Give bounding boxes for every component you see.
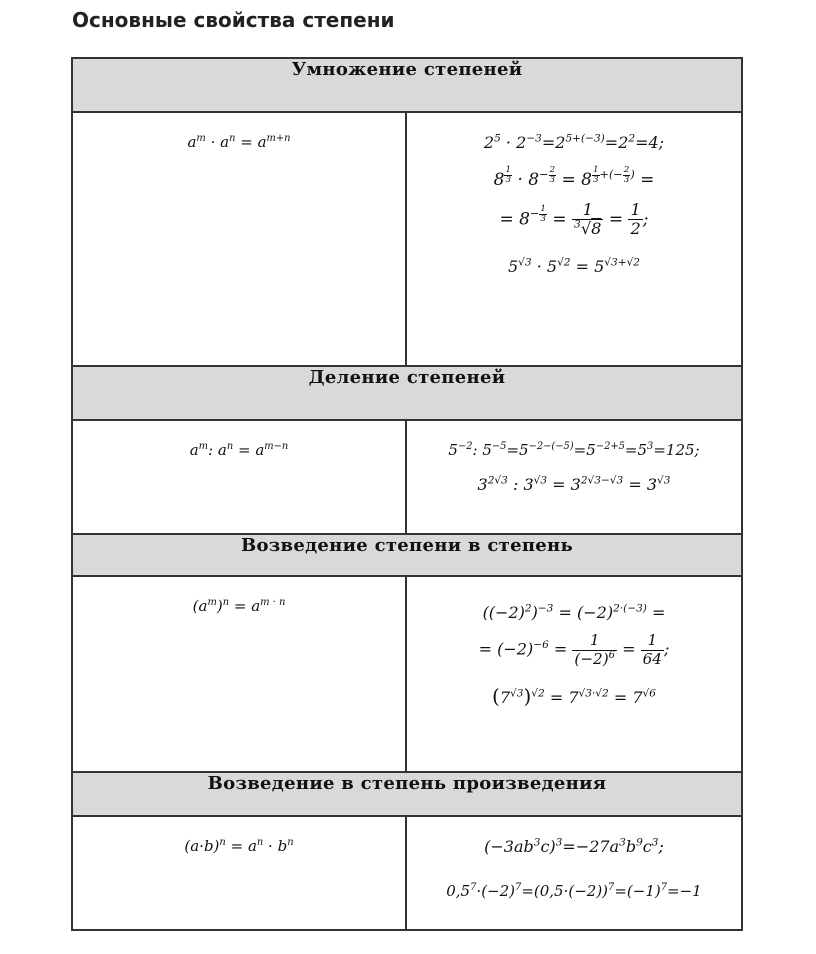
rule-cell: [72, 420, 406, 534]
rule-cell: [72, 576, 406, 772]
rule-multiplication: $a^m \cdot a^n = a^{m+n}$: [187, 133, 291, 151]
example-line: $3^{2√3}$ : $3^{√3} = 3^{2√3-√3} = 3^{√3}$: [477, 474, 671, 494]
section-header-multiplication: Умножение степеней: [72, 58, 742, 112]
examples-power-of-power: [407, 603, 741, 708]
rule-power-of-power: $(a^m)^n = a^{m \cdot n}$: [192, 597, 286, 615]
example-cell: [406, 420, 742, 534]
example-line: = $8^{- \frac{1}{3}}$ = $\frac{1}{^3√8}$ = $\frac{1}{2}$ ;: [499, 199, 649, 239]
rule-cell: [72, 112, 406, 366]
section-header-row: [72, 772, 742, 816]
section-body-row: [72, 816, 742, 930]
rule-division: $a^m$: $a^n = a^{m-n}$: [189, 441, 289, 459]
example-line: $5^{√3} \cdot 5^{√2} = 5^{√3+√2}$: [507, 256, 640, 276]
section-header-power-of-power: Возведение степени в степень: [72, 534, 742, 576]
section-body-row: [72, 576, 742, 772]
examples-division: [407, 441, 741, 494]
example-line: $2^5 \cdot 2^{-3}=2^{5+(-3)}=2^2=4$;: [483, 132, 665, 152]
example-line: $(7^{√3})^{√2} = 7^{√3\cdot√2} = 7^{√6}$: [492, 684, 656, 709]
examples-multiplication: [407, 133, 741, 276]
example-line: 8 $^{\frac{1}{3}}$ · $8^{- \frac{2}{3}}$ = 8 $^{\frac{1}{3} +(- \frac{2}{3} )}$ =: [493, 165, 655, 191]
section-header-row: [72, 366, 742, 420]
rule-power-of-product: $(a\cdot b)^n = a^n \cdot b^n$: [184, 837, 294, 855]
example-line: $5^{-2}$: $5^{-5}=5^{-2-(-5)}=5^{-2+5}=5^3=125$;: [448, 441, 700, 459]
example-line: $(-3ab^3c)^3=-27a^3b^9c^3$;: [484, 836, 664, 856]
examples-power-of-product: [407, 837, 741, 900]
example-line: $0,5^7\cdot(-2)^7=(0,5\cdot(-2))^7=(-1)^7=-1$: [446, 882, 702, 901]
section-header-row: [72, 534, 742, 576]
section-header-row: [72, 58, 742, 112]
section-header-power-of-product: Возведение в степень произведения: [72, 772, 742, 816]
section-body-row: [72, 112, 742, 366]
example-line: $((-2)^2)^{-3} = (-2)^{2\cdot(-3)}$ =: [482, 602, 666, 622]
example-cell: [406, 112, 742, 366]
page-title: Основные свойства степени: [72, 8, 395, 32]
properties-table: [71, 57, 743, 931]
section-header-division: Деление степеней: [72, 366, 742, 420]
example-cell: [406, 816, 742, 930]
section-body-row: [72, 420, 742, 534]
rule-cell: [72, 816, 406, 930]
example-cell: [406, 576, 742, 772]
example-line: = $(-2)^{-6}$ = $\frac{1}{(-2)^6}$ = $\frac{1}{64}$ ;: [478, 631, 670, 668]
